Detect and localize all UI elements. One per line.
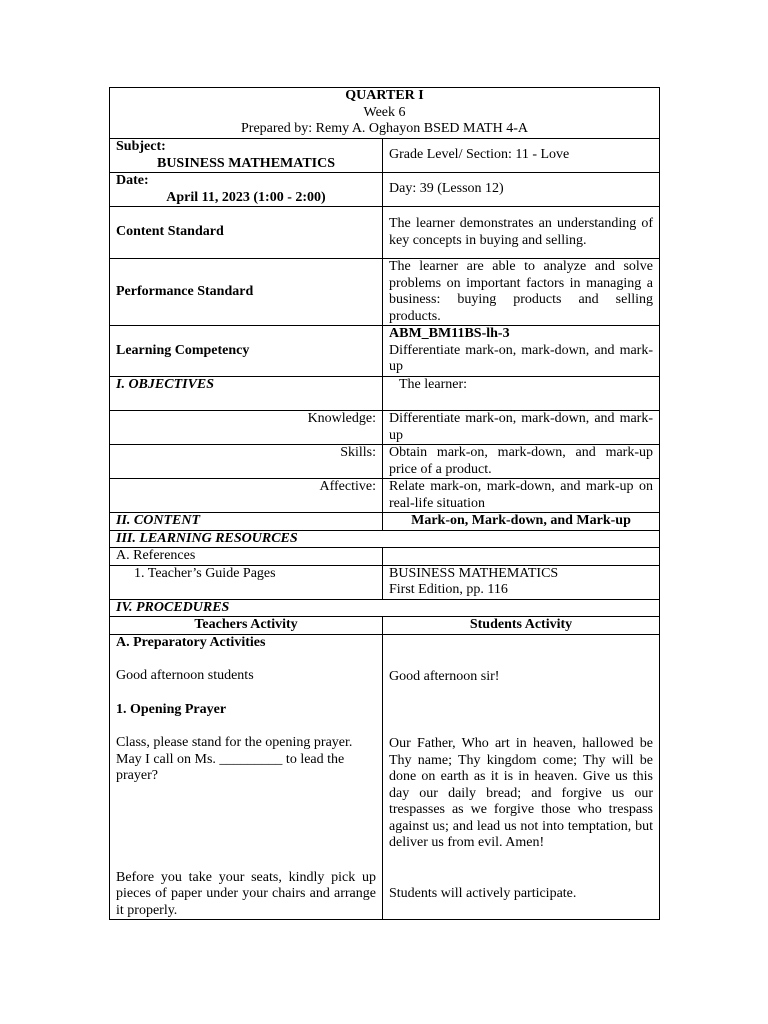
affective-label: Affective:	[110, 479, 383, 513]
learning-resources-row	[110, 530, 660, 548]
objectives-label: I. OBJECTIVES	[110, 377, 383, 411]
teachers-activity-header: Teachers Activity	[110, 617, 383, 635]
content-standard-label: Content Standard	[110, 207, 383, 259]
activities-row	[110, 634, 660, 920]
date-label: Date:	[116, 173, 149, 188]
knowledge-row	[110, 411, 660, 445]
teacher-greeting: Good afternoon students	[116, 668, 254, 683]
learning-competency-label: Learning Competency	[110, 326, 383, 377]
teachers-activity-cell	[110, 634, 383, 920]
procedures-row	[110, 599, 660, 617]
references-empty	[383, 548, 660, 566]
students-activity-cell	[383, 634, 660, 920]
subject-label: Subject:	[116, 139, 166, 154]
tg-pages-row	[110, 565, 660, 599]
knowledge-label: Knowledge:	[110, 411, 383, 445]
day-lesson: Day: 39 (Lesson 12)	[383, 173, 660, 207]
content-value: Mark-on, Mark-down, and Mark-up	[383, 513, 660, 531]
content-row	[110, 513, 660, 531]
book-edition: First Edition, pp. 116	[389, 582, 508, 597]
content-standard-row	[110, 207, 660, 259]
opening-prayer-heading: 1. Opening Prayer	[116, 701, 227, 717]
quarter-title: QUARTER I	[345, 88, 424, 104]
references-label: A. References	[110, 548, 383, 566]
competency-code: ABM_BM11BS-lh-3	[389, 326, 510, 342]
prepared-by: Prepared by: Remy A. Oghayon BSED MATH 4-A	[241, 121, 528, 137]
preparatory-activities: A. Preparatory Activities	[116, 634, 266, 650]
content-label: II. CONTENT	[110, 513, 383, 531]
lesson-plan-table	[109, 87, 660, 920]
book-title: BUSINESS MATHEMATICS	[389, 565, 559, 581]
tg-pages-label: 1. Teacher’s Guide Pages	[134, 565, 276, 581]
learning-resources-label: III. LEARNING RESOURCES	[110, 530, 660, 548]
objectives-intro: The learner:	[399, 377, 468, 392]
seats-reply: Students will actively participate.	[389, 885, 577, 901]
prayer-text: Our Father, Who art in heaven, hallowed be Thy name; Thy kingdom come; Thy will be done on earth as it is in heaven. Give us this day our daily bread; and forgive us our trespasses as we forgive those who trespass against us; and lead us not into temptation, but deliver us from evil. Amen!	[389, 736, 654, 850]
week-label: Week 6	[363, 104, 406, 120]
activity-header-row	[110, 617, 660, 635]
affective-text: Relate mark-on, mark-down, and mark-up on real-life situation	[383, 479, 660, 513]
subject-cell	[110, 139, 383, 173]
procedures-label: IV. PROCEDURES	[110, 599, 660, 617]
subject-value: BUSINESS MATHEMATICS	[156, 155, 336, 171]
performance-standard-label: Performance Standard	[110, 259, 383, 326]
content-standard-text: The learner demonstrates an understanding of key concepts in buying and selling.	[383, 207, 660, 259]
references-row	[110, 548, 660, 566]
date-cell	[110, 173, 383, 207]
seats-instruction: Before you take your seats, kindly pick up pieces of paper under your chairs and arrange it properly.	[116, 869, 376, 918]
tg-pages-cell	[110, 565, 383, 599]
objectives-intro-cell	[383, 377, 660, 411]
learning-competency-row	[110, 326, 660, 377]
tg-pages-book-cell	[383, 565, 660, 599]
knowledge-text: Differentiate mark-on, mark-down, and mark-up	[383, 411, 660, 445]
student-greeting-reply: Good afternoon sir!	[389, 668, 500, 684]
header-cell	[110, 88, 660, 139]
skills-label: Skills:	[110, 445, 383, 479]
date-value: April 11, 2023 (1:00 - 2:00)	[166, 189, 326, 205]
skills-row	[110, 445, 660, 479]
performance-standard-row	[110, 259, 660, 326]
prayer-request-2: May I call on Ms. _________ to lead the prayer?	[116, 751, 345, 783]
learning-competency-cell	[383, 326, 660, 377]
objectives-row	[110, 377, 660, 411]
students-activity-header: Students Activity	[383, 617, 660, 635]
competency-text: Differentiate mark-on, mark-down, and mark-up	[389, 342, 654, 375]
grade-section: Grade Level/ Section: 11 - Love	[383, 139, 660, 173]
performance-standard-text: The learner are able to analyze and solve problems on important factors in managing a business: buying products and selling products.	[383, 259, 660, 326]
subject-row	[110, 139, 660, 173]
header-row	[110, 88, 660, 139]
skills-text: Obtain mark-on, mark-down, and mark-up price of a product.	[383, 445, 660, 479]
affective-row	[110, 479, 660, 513]
date-row	[110, 173, 660, 207]
prayer-request-1: Class, please stand for the opening prayer.	[116, 735, 353, 750]
